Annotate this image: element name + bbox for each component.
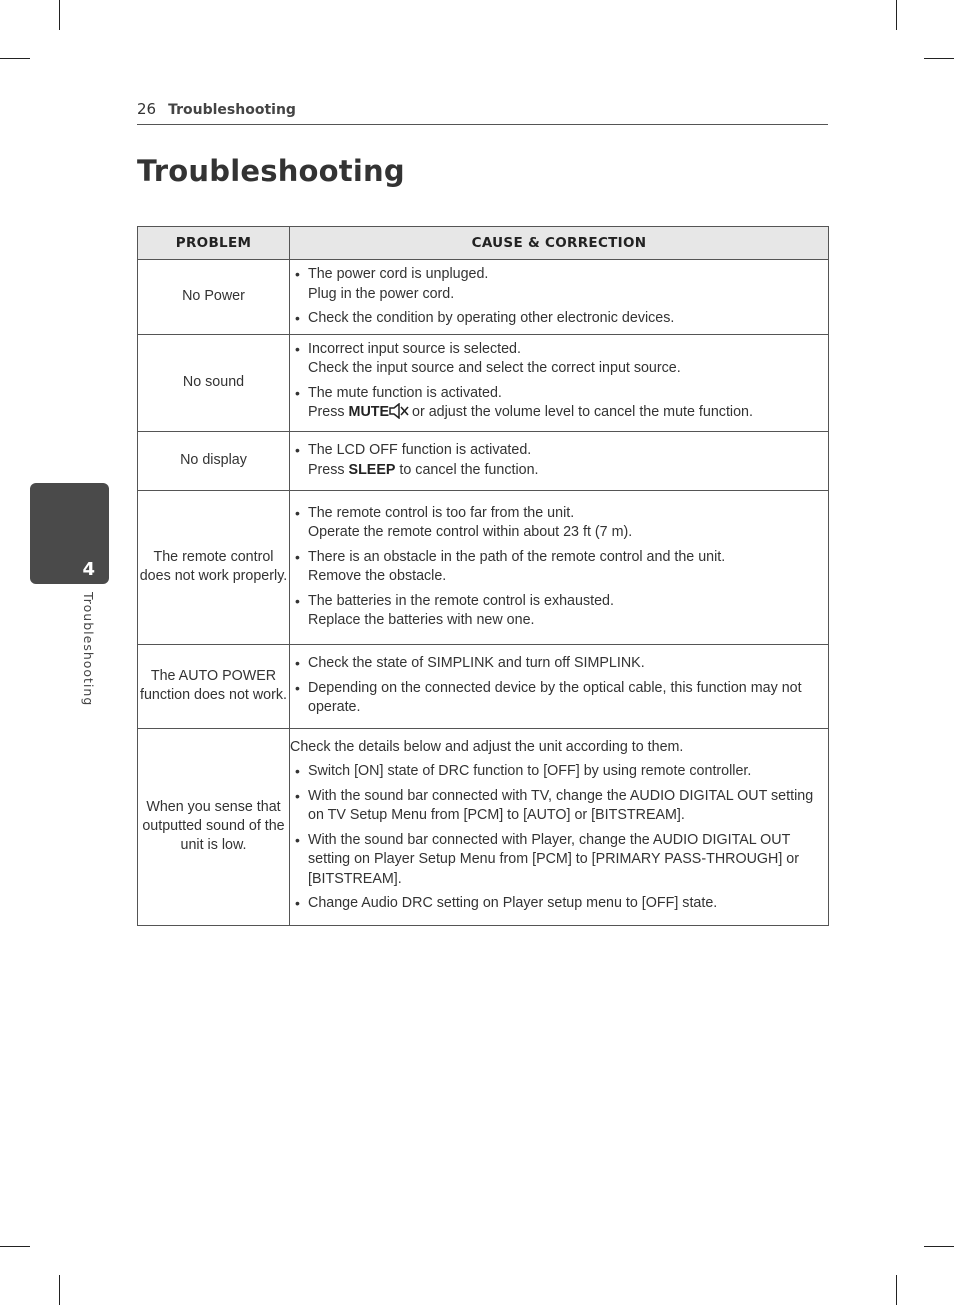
table-row: [138, 431, 829, 490]
problem-cell: The remote control does not work properly.: [138, 490, 290, 644]
cause-cell: [290, 490, 829, 644]
list-item: • Switch [ON] state of DRC function to [OFF] by using remote controller.: [290, 762, 828, 782]
page-number: 26: [137, 100, 157, 118]
cause-cell: [290, 431, 829, 490]
list-item: • Change Audio DRC setting on Player setup menu to [OFF] state.: [290, 894, 828, 914]
list-item: • There is an obstacle in the path of the remote control and the unit. Remove the obstacle.: [290, 548, 828, 587]
cause-cell: [290, 644, 829, 728]
crop-mark: [0, 58, 30, 59]
list-item: • With the sound bar connected with TV, change the AUDIO DIGITAL OUT setting on TV Setup Menu from [PCM] to [AUTO] or [BITSTREAM].: [290, 787, 828, 826]
cause-cell: [290, 334, 829, 431]
column-header-problem: PROBLEM: [138, 227, 290, 260]
table-header-row: [138, 227, 829, 260]
problem-cell: No display: [138, 431, 290, 490]
chapter-tab: [30, 483, 109, 584]
crop-mark: [924, 1246, 954, 1247]
list-item: • Check the condition by operating other electronic devices.: [290, 309, 828, 329]
cause-intro: Check the details below and adjust the unit according to them.: [290, 738, 684, 755]
list-item: • The mute function is activated. Press MUTE or adjust the volume level to cancel the mute function.: [290, 384, 828, 426]
table-row: [138, 490, 829, 644]
table-row: [138, 334, 829, 431]
sleep-key-label: SLEEP: [348, 461, 396, 478]
table-row: [138, 260, 829, 335]
crop-mark: [59, 0, 60, 30]
running-header: [137, 100, 828, 125]
column-header-cause: CAUSE & CORRECTION: [290, 227, 829, 260]
running-section-title: Troubleshooting: [168, 102, 296, 118]
list-item: • Incorrect input source is selected. Check the input source and select the correct input source.: [290, 340, 828, 379]
problem-cell: The AUTO POWER function does not work.: [138, 644, 290, 728]
crop-mark: [896, 1275, 897, 1305]
list-item: • The power cord is unpluged. Plug in the power cord.: [290, 265, 828, 304]
crop-mark: [924, 58, 954, 59]
troubleshooting-table: [137, 226, 829, 926]
crop-mark: [896, 0, 897, 30]
mute-speaker-icon: [389, 403, 409, 426]
table-row: [138, 644, 829, 728]
page-title: Troubleshooting: [137, 154, 405, 188]
chapter-number: 4: [82, 559, 95, 580]
list-item: • Depending on the connected device by the optical cable, this function may not operate.: [290, 679, 828, 718]
crop-mark: [0, 1246, 30, 1247]
list-item: • With the sound bar connected with Player, change the AUDIO DIGITAL OUT setting on Player Setup Menu from [PCM] to [PRIMARY PASS-THROUGH] or [BITSTREAM].: [290, 831, 828, 890]
crop-mark: [59, 1275, 60, 1305]
list-item: • Check the state of SIMPLINK and turn off SIMPLINK.: [290, 654, 828, 674]
problem-cell: When you sense that outputted sound of the unit is low.: [138, 728, 290, 925]
chapter-label: Troubleshooting: [81, 592, 96, 707]
problem-cell: No sound: [138, 334, 290, 431]
cause-cell: [290, 728, 829, 925]
table-row: [138, 728, 829, 925]
list-item: • The batteries in the remote control is exhausted. Replace the batteries with new one.: [290, 592, 828, 631]
problem-cell: No Power: [138, 260, 290, 335]
list-item: • The remote control is too far from the unit. Operate the remote control within about 23 ft (7 m).: [290, 504, 828, 543]
list-item: • The LCD OFF function is activated. Press SLEEP to cancel the function.: [290, 441, 828, 480]
cause-cell: [290, 260, 829, 335]
mute-key-label: MUTE: [348, 404, 390, 420]
